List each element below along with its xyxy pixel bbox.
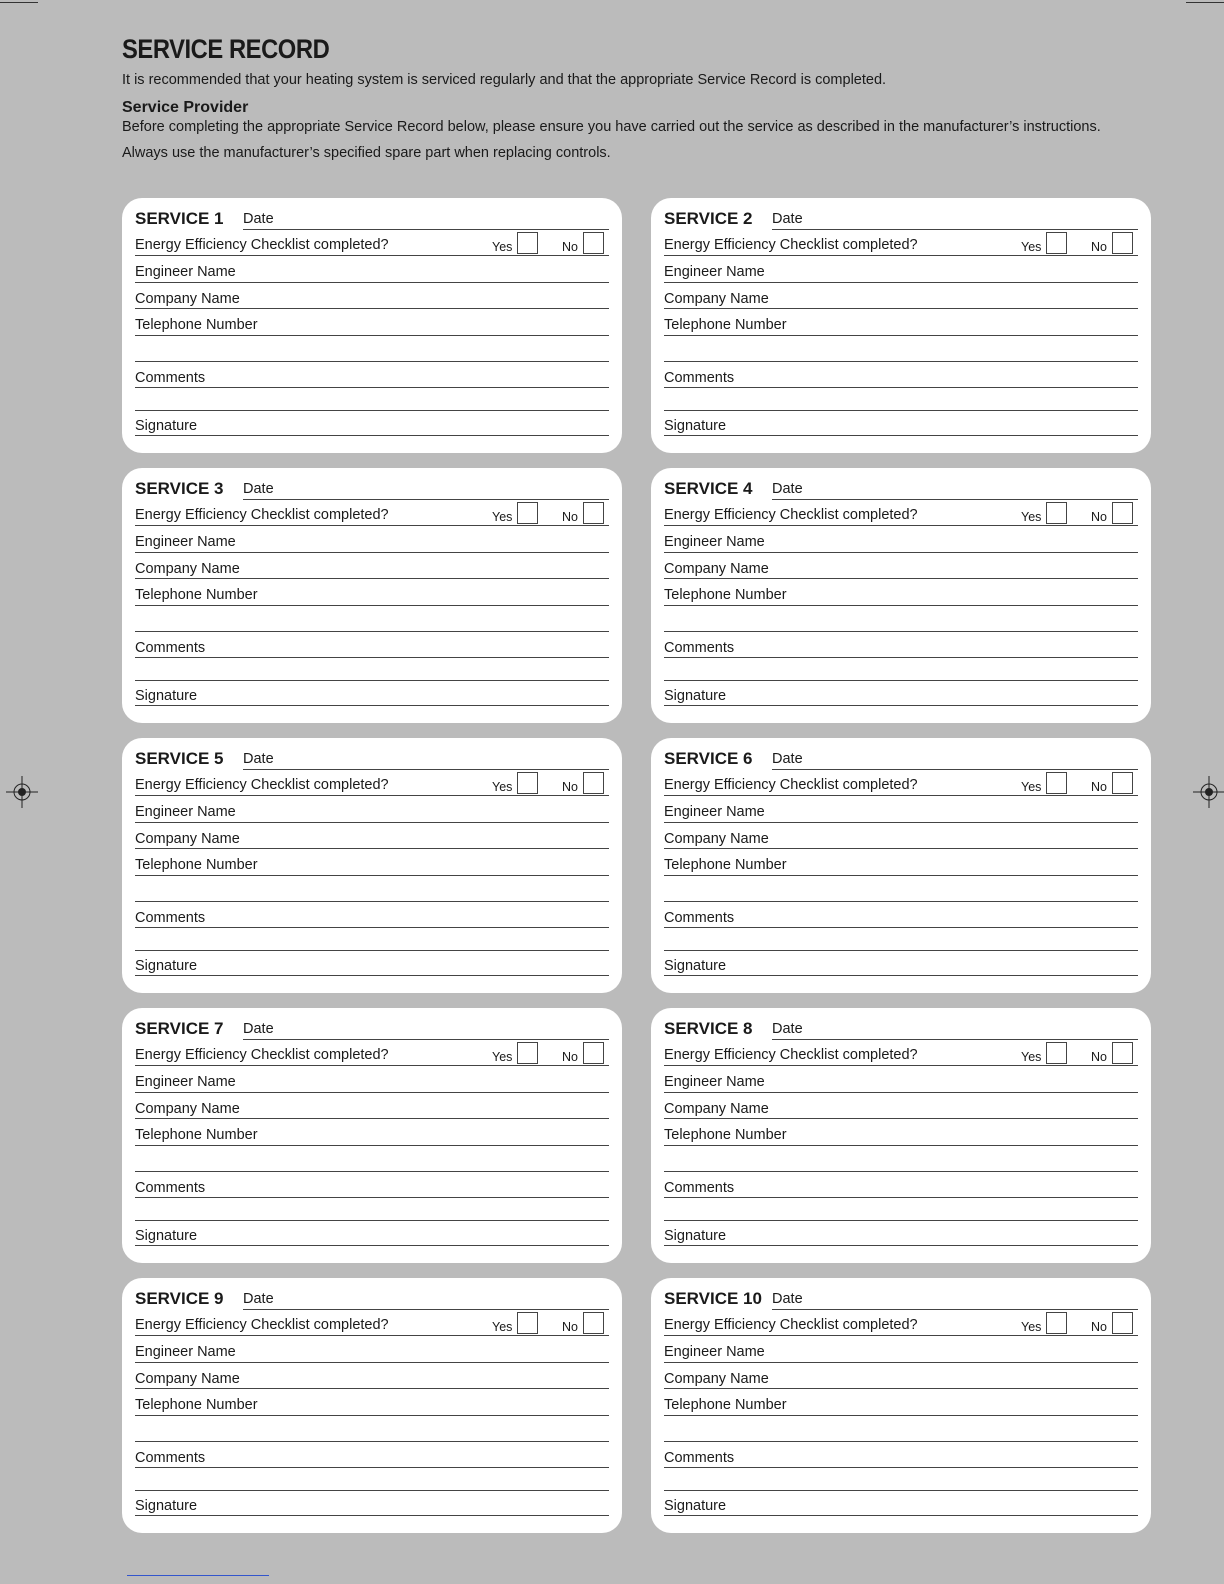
service-card-1 <box>122 198 622 453</box>
comments-extra-line[interactable] <box>664 1490 1138 1491</box>
engineer-name-label: Engineer Name <box>135 534 236 550</box>
signature-label: Signature <box>664 688 727 704</box>
header <box>122 34 1122 162</box>
service-title: SERVICE 4 <box>664 479 753 498</box>
company-name-label: Company Name <box>135 1101 240 1117</box>
engineer-name-label: Engineer Name <box>664 1074 765 1090</box>
signature-label: Signature <box>664 1228 727 1244</box>
comments-field[interactable] <box>135 387 609 388</box>
engineer-name-label: Engineer Name <box>135 1074 236 1090</box>
no-label: No <box>562 780 578 794</box>
crop-mark-left <box>0 2 38 3</box>
company-name-label: Company Name <box>664 1101 769 1117</box>
telephone-field[interactable] <box>135 335 609 336</box>
telephone-label: Telephone Number <box>135 1397 258 1413</box>
telephone-field[interactable] <box>664 875 1138 876</box>
engineer-name-label: Engineer Name <box>664 264 765 280</box>
yes-checkbox[interactable] <box>1046 232 1067 254</box>
comments-extra-line[interactable] <box>664 680 1138 681</box>
checklist-rule <box>135 1335 609 1336</box>
comments-label: Comments <box>664 910 735 926</box>
signature-label: Signature <box>664 958 727 974</box>
date-label: Date <box>772 481 803 497</box>
telephone-field[interactable] <box>664 335 1138 336</box>
blank-line[interactable] <box>135 901 609 902</box>
service-title: SERVICE 10 <box>664 1289 762 1308</box>
signature-field[interactable] <box>135 975 609 976</box>
engineer-name-field[interactable] <box>135 552 609 553</box>
company-name-field[interactable] <box>135 578 609 579</box>
checklist-label: Energy Efficiency Checklist completed? <box>135 777 389 793</box>
no-checkbox[interactable] <box>1112 502 1133 524</box>
signature-field[interactable] <box>135 435 609 436</box>
signature-field[interactable] <box>664 435 1138 436</box>
checklist-rule <box>664 255 1138 256</box>
no-checkbox[interactable] <box>583 1042 604 1064</box>
checklist-label: Energy Efficiency Checklist completed? <box>135 507 389 523</box>
checklist-label: Energy Efficiency Checklist completed? <box>664 507 918 523</box>
signature-label: Signature <box>135 1228 198 1244</box>
signature-field[interactable] <box>135 705 609 706</box>
service-title: SERVICE 7 <box>135 1019 224 1038</box>
blank-line[interactable] <box>135 1441 609 1442</box>
company-name-field[interactable] <box>664 848 1138 849</box>
date-field[interactable] <box>772 1039 1138 1040</box>
company-name-field[interactable] <box>664 578 1138 579</box>
blank-line[interactable] <box>135 1171 609 1172</box>
checklist-rule <box>664 525 1138 526</box>
service-title: SERVICE 9 <box>135 1289 224 1308</box>
blank-line[interactable] <box>664 901 1138 902</box>
comments-label: Comments <box>135 640 206 656</box>
no-checkbox[interactable] <box>1112 232 1133 254</box>
signature-field[interactable] <box>135 1515 609 1516</box>
telephone-label: Telephone Number <box>135 1127 258 1143</box>
service-card-7 <box>122 1008 622 1263</box>
telephone-field[interactable] <box>135 605 609 606</box>
registration-mark-icon <box>6 776 38 808</box>
yes-label: Yes <box>492 510 513 524</box>
signature-field[interactable] <box>664 975 1138 976</box>
telephone-field[interactable] <box>135 875 609 876</box>
telephone-field[interactable] <box>664 605 1138 606</box>
service-card-9 <box>122 1278 622 1533</box>
footer-link <box>127 1575 269 1576</box>
checklist-rule <box>135 795 609 796</box>
service-card-3 <box>122 468 622 723</box>
signature-label: Signature <box>135 418 198 434</box>
comments-label: Comments <box>664 1450 735 1466</box>
date-field[interactable] <box>772 229 1138 230</box>
no-checkbox[interactable] <box>1112 1312 1133 1334</box>
comments-label: Comments <box>135 1180 206 1196</box>
yes-label: Yes <box>492 1050 513 1064</box>
comments-field[interactable] <box>664 387 1138 388</box>
service-title: SERVICE 1 <box>135 209 224 228</box>
comments-field[interactable] <box>664 657 1138 658</box>
date-label: Date <box>243 481 274 497</box>
date-field[interactable] <box>772 499 1138 500</box>
no-label: No <box>562 510 578 524</box>
telephone-label: Telephone Number <box>664 1127 787 1143</box>
company-name-field[interactable] <box>135 308 609 309</box>
comments-extra-line[interactable] <box>135 680 609 681</box>
engineer-name-field[interactable] <box>135 1362 609 1363</box>
company-name-label: Company Name <box>135 561 240 577</box>
telephone-label: Telephone Number <box>664 1397 787 1413</box>
engineer-name-label: Engineer Name <box>135 804 236 820</box>
yes-label: Yes <box>492 1320 513 1334</box>
signature-label: Signature <box>135 958 198 974</box>
service-title: SERVICE 3 <box>135 479 224 498</box>
checklist-rule <box>664 1335 1138 1336</box>
telephone-label: Telephone Number <box>135 587 258 603</box>
comments-extra-line[interactable] <box>135 410 609 411</box>
telephone-label: Telephone Number <box>664 857 787 873</box>
checklist-rule <box>664 795 1138 796</box>
yes-checkbox[interactable] <box>1046 772 1067 794</box>
engineer-name-field[interactable] <box>664 1092 1138 1093</box>
blank-line[interactable] <box>664 631 1138 632</box>
no-label: No <box>1091 1320 1107 1334</box>
page-title: SERVICE RECORD <box>122 34 330 64</box>
checklist-label: Energy Efficiency Checklist completed? <box>664 237 918 253</box>
engineer-name-field[interactable] <box>135 822 609 823</box>
telephone-label: Telephone Number <box>664 587 787 603</box>
no-label: No <box>1091 510 1107 524</box>
blank-line[interactable] <box>664 361 1138 362</box>
yes-label: Yes <box>1021 780 1042 794</box>
service-card-4 <box>651 468 1151 723</box>
telephone-label: Telephone Number <box>664 317 787 333</box>
comments-extra-line[interactable] <box>135 950 609 951</box>
signature-label: Signature <box>135 1498 198 1514</box>
yes-checkbox[interactable] <box>1046 502 1067 524</box>
company-name-label: Company Name <box>135 291 240 307</box>
yes-checkbox[interactable] <box>517 502 538 524</box>
signature-label: Signature <box>135 688 198 704</box>
comments-label: Comments <box>135 370 206 386</box>
date-field[interactable] <box>772 769 1138 770</box>
engineer-name-field[interactable] <box>135 1092 609 1093</box>
checklist-rule <box>135 525 609 526</box>
company-name-label: Company Name <box>135 1371 240 1387</box>
comments-label: Comments <box>135 910 206 926</box>
date-field[interactable] <box>243 1039 609 1040</box>
comments-field[interactable] <box>664 1197 1138 1198</box>
checklist-label: Energy Efficiency Checklist completed? <box>135 1317 389 1333</box>
comments-field[interactable] <box>135 1197 609 1198</box>
engineer-name-label: Engineer Name <box>664 804 765 820</box>
engineer-name-field[interactable] <box>664 1362 1138 1363</box>
date-field[interactable] <box>243 499 609 500</box>
service-card-8 <box>651 1008 1151 1263</box>
company-name-field[interactable] <box>664 1388 1138 1389</box>
comments-extra-line[interactable] <box>664 950 1138 951</box>
yes-label: Yes <box>1021 510 1042 524</box>
blank-line[interactable] <box>664 1171 1138 1172</box>
yes-checkbox[interactable] <box>517 772 538 794</box>
checklist-rule <box>664 1065 1138 1066</box>
service-card-2 <box>651 198 1151 453</box>
company-name-label: Company Name <box>664 291 769 307</box>
engineer-name-field[interactable] <box>664 822 1138 823</box>
signature-field[interactable] <box>664 1245 1138 1246</box>
comments-extra-line[interactable] <box>664 410 1138 411</box>
checklist-rule <box>135 1065 609 1066</box>
signature-label: Signature <box>664 418 727 434</box>
yes-checkbox[interactable] <box>517 1312 538 1334</box>
yes-checkbox[interactable] <box>517 232 538 254</box>
no-checkbox[interactable] <box>1112 1042 1133 1064</box>
no-label: No <box>562 1320 578 1334</box>
no-label: No <box>1091 780 1107 794</box>
engineer-name-label: Engineer Name <box>664 534 765 550</box>
yes-checkbox[interactable] <box>1046 1042 1067 1064</box>
date-label: Date <box>243 1291 274 1307</box>
yes-label: Yes <box>1021 1050 1042 1064</box>
no-checkbox[interactable] <box>583 1312 604 1334</box>
engineer-name-label: Engineer Name <box>664 1344 765 1360</box>
comments-extra-line[interactable] <box>135 1220 609 1221</box>
no-checkbox[interactable] <box>583 772 604 794</box>
service-card-6 <box>651 738 1151 993</box>
checklist-label: Energy Efficiency Checklist completed? <box>135 237 389 253</box>
company-name-label: Company Name <box>664 561 769 577</box>
comments-label: Comments <box>664 1180 735 1196</box>
yes-label: Yes <box>492 240 513 254</box>
engineer-name-label: Engineer Name <box>135 264 236 280</box>
blank-line[interactable] <box>664 1441 1138 1442</box>
no-label: No <box>1091 240 1107 254</box>
engineer-name-label: Engineer Name <box>135 1344 236 1360</box>
signature-field[interactable] <box>135 1245 609 1246</box>
provider-text: Before completing the appropriate Service Record below, please ensure you have carried out the service as described in the manufacturer’s instructions. <box>122 119 1101 135</box>
comments-label: Comments <box>664 370 735 386</box>
telephone-field[interactable] <box>664 1415 1138 1416</box>
date-label: Date <box>772 751 803 767</box>
engineer-name-field[interactable] <box>135 282 609 283</box>
intro-text: It is recommended that your heating system is serviced regularly and that the appropriate Service Record is completed. <box>122 72 887 88</box>
checklist-label: Energy Efficiency Checklist completed? <box>664 777 918 793</box>
service-title: SERVICE 6 <box>664 749 753 768</box>
provider-heading: Service Provider <box>122 99 249 116</box>
registration-mark-icon <box>1193 776 1224 808</box>
comments-label: Comments <box>135 1450 206 1466</box>
engineer-name-field[interactable] <box>664 552 1138 553</box>
telephone-label: Telephone Number <box>135 857 258 873</box>
blank-line[interactable] <box>135 631 609 632</box>
date-label: Date <box>772 1021 803 1037</box>
comments-field[interactable] <box>664 1467 1138 1468</box>
service-title: SERVICE 2 <box>664 209 753 228</box>
yes-checkbox[interactable] <box>517 1042 538 1064</box>
no-checkbox[interactable] <box>583 502 604 524</box>
no-label: No <box>562 240 578 254</box>
comments-extra-line[interactable] <box>664 1220 1138 1221</box>
date-field[interactable] <box>243 769 609 770</box>
yes-checkbox[interactable] <box>1046 1312 1067 1334</box>
company-name-field[interactable] <box>135 1118 609 1119</box>
date-field[interactable] <box>772 1309 1138 1310</box>
yes-label: Yes <box>1021 1320 1042 1334</box>
company-name-field[interactable] <box>664 1118 1138 1119</box>
comments-label: Comments <box>664 640 735 656</box>
service-card-5 <box>122 738 622 993</box>
signature-label: Signature <box>664 1498 727 1514</box>
blank-line[interactable] <box>135 361 609 362</box>
date-field[interactable] <box>243 229 609 230</box>
yes-label: Yes <box>492 780 513 794</box>
comments-field[interactable] <box>135 657 609 658</box>
no-label: No <box>562 1050 578 1064</box>
crop-mark-right <box>1186 2 1224 3</box>
service-title: SERVICE 5 <box>135 749 224 768</box>
comments-extra-line[interactable] <box>135 1490 609 1491</box>
service-card-10 <box>651 1278 1151 1533</box>
date-field[interactable] <box>243 1309 609 1310</box>
company-name-label: Company Name <box>664 1371 769 1387</box>
date-label: Date <box>243 751 274 767</box>
signature-field[interactable] <box>664 1515 1138 1516</box>
date-label: Date <box>243 211 274 227</box>
checklist-label: Energy Efficiency Checklist completed? <box>664 1047 918 1063</box>
company-name-label: Company Name <box>664 831 769 847</box>
no-checkbox[interactable] <box>1112 772 1133 794</box>
telephone-field[interactable] <box>135 1145 609 1146</box>
date-label: Date <box>772 211 803 227</box>
service-title: SERVICE 8 <box>664 1019 753 1038</box>
comments-field[interactable] <box>135 927 609 928</box>
checklist-label: Energy Efficiency Checklist completed? <box>135 1047 389 1063</box>
no-checkbox[interactable] <box>583 232 604 254</box>
signature-field[interactable] <box>664 705 1138 706</box>
date-label: Date <box>772 1291 803 1307</box>
company-name-label: Company Name <box>135 831 240 847</box>
date-label: Date <box>243 1021 274 1037</box>
yes-label: Yes <box>1021 240 1042 254</box>
comments-field[interactable] <box>135 1467 609 1468</box>
spare-parts-text: Always use the manufacturer’s specified spare part when replacing controls. <box>122 145 611 161</box>
engineer-name-field[interactable] <box>664 282 1138 283</box>
checklist-label: Energy Efficiency Checklist completed? <box>664 1317 918 1333</box>
comments-field[interactable] <box>664 927 1138 928</box>
no-label: No <box>1091 1050 1107 1064</box>
company-name-field[interactable] <box>664 308 1138 309</box>
company-name-field[interactable] <box>135 1388 609 1389</box>
checklist-rule <box>135 255 609 256</box>
telephone-label: Telephone Number <box>135 317 258 333</box>
telephone-field[interactable] <box>135 1415 609 1416</box>
company-name-field[interactable] <box>135 848 609 849</box>
telephone-field[interactable] <box>664 1145 1138 1146</box>
